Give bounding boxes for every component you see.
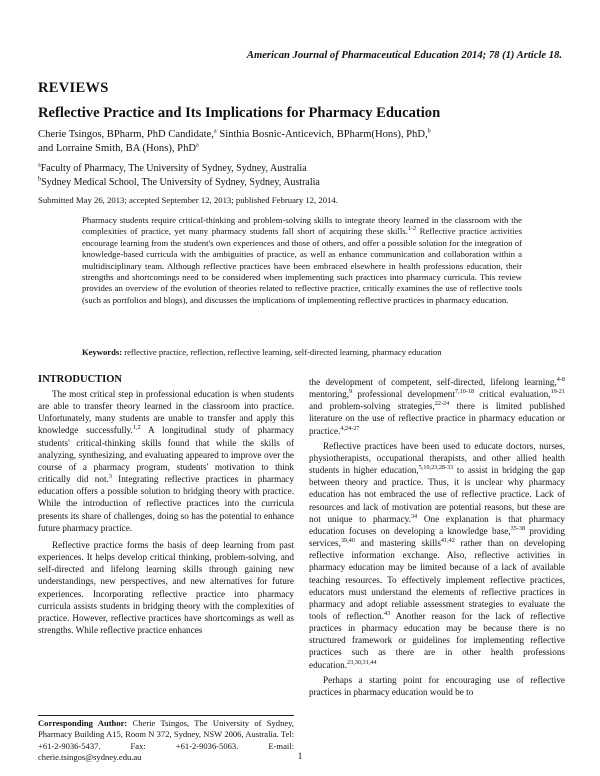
citation: 41,42 [440, 536, 455, 544]
abstract [82, 215, 522, 306]
footnote-text: Cherie Tsingos, The University of Sydney, Pharmacy Building A15, Room N 372, Sydney, NSW 2006, Australia. Tel: +61-2-9036-5437. Fax: +61-2-9036-5063. E-mail: cherie.tsingos@sydney.edu.au [38, 718, 294, 762]
abstract-text: Pharmacy students require critical-thinking and problem-solving skills to integrate theory learned in the classroom with the complexities of practice, yet many pharmacy students fall short of acquiring these skills. [82, 215, 522, 237]
author-list [38, 128, 563, 156]
author-sup: b [427, 127, 431, 135]
keywords-text: reflective practice, reflection, reflective learning, self-directed learning, pharmacy education [122, 347, 442, 357]
text: professional development [352, 389, 455, 400]
text: providing services, [309, 525, 565, 549]
text: Integrating reflective practices in pharmacy education offers a possible solution to bridging theory with practice. While the introduction of reflective practices into the curricula presents its share of challenges, doing so has the potential to enhance future pharmacy practice. [38, 474, 294, 533]
citation: 22-24 [434, 400, 450, 408]
text: One explanation is that pharmacy education focuses on developing a knowledge base, [309, 513, 565, 536]
text: there is limited published literature on the use of reflective practice in pharmacy education or practice. [309, 401, 565, 436]
author-bosnic: Sinthia Bosnic-Anticevich, BPharm(Hons), PhD, [216, 129, 428, 140]
citation: 35-38 [510, 524, 526, 532]
paragraph [38, 388, 294, 534]
text: The most critical step in professional education is when students are able to transfer theory learned in the classroom into practice. Unfortunately, many students are unable to transfer and apply this knowledge successfully. [38, 389, 294, 436]
right-column [309, 376, 565, 698]
text: A longitudinal study of pharmacy students' critical-thinking skills found that while the skills of analyzing, synthesizing, and evaluating appeared to improve over the course of a pharmacy program, students' motivation to think critically did not. [38, 425, 294, 485]
article-title: Reflective Practice and Its Implications for Pharmacy Education [38, 105, 441, 121]
keywords [82, 347, 522, 357]
citation: 4,24-27 [340, 424, 360, 432]
author-sup: a [196, 141, 199, 149]
section-label: REVIEWS [38, 80, 109, 96]
footnote-label: Corresponding Author: [38, 718, 128, 728]
citation: 9 [349, 388, 353, 396]
affiliation-text: Faculty of Pharmacy, The University of Sydney, Sydney, Australia [40, 163, 307, 174]
citation: 3 [108, 473, 112, 481]
citation: 23,30,31,44 [347, 658, 377, 666]
affiliation-text: Sydney Medical School, The University of Sydney, Sydney, Australia [41, 177, 320, 188]
paragraph [309, 376, 565, 437]
abstract-text: Reflective practice activities encourage learning from the student's own experiences and those of others, and offer a possible solution for the integration of knowledge-based curricula with the ambiguities of practice, as well as enhance communication and collaboration within a multidisciplinary team. Although reflective practices have been embraced elsewhere in health professions education, their strengths and shortcomings need to be considered when implementing such practices into pharmacy curricula. This review provides an overview of the evolution of theories related to reflective practice, critically examines the use of reflective tools (such as portfolios and blogs), and discusses the implications of implementing reflective practices in pharmacy education. [82, 226, 522, 305]
text: mentoring, [309, 389, 350, 400]
citation: 4-8 [556, 375, 565, 383]
text: and problem-solving strategies, [309, 401, 435, 412]
affiliation-b [38, 177, 320, 188]
keywords-label: Keywords: [82, 347, 123, 357]
submission-dates: Submitted May 26, 2013; accepted September 12, 2013; published February 12, 2014. [38, 195, 338, 205]
text: and mastering skills [354, 538, 441, 549]
text: Another reason for the lack of reflective practices in pharmacy education may be because there is no structured framework or guidelines for implementing reflective practices such as there are in other health professions education. [309, 610, 565, 670]
citation: 1-2 [407, 225, 417, 233]
citation: 43 [383, 609, 391, 617]
affiliation-sup: b [38, 175, 42, 183]
author-smith: and Lorraine Smith, BA (Hons), PhD [38, 143, 197, 154]
citation: 1,2 [132, 424, 141, 432]
left-column [38, 388, 294, 636]
text: critical evaluation, [474, 389, 551, 400]
affiliation-a [38, 163, 307, 174]
text: the development of competent, self-directed, lifelong learning, [309, 377, 557, 387]
journal-header: American Journal of Pharmaceutical Education 2014; 78 (1) Article 18. [246, 50, 562, 61]
text: to assist in bridging the gap between theory and practice. Thus, it is unclear why pharmacy education has not embraced the use of reflective practice. Lack of resources and lack of motivation are potential reasons, but these are not unique to pharmacy. [309, 465, 565, 524]
affiliation-sup: a [38, 161, 41, 169]
paragraph: Perhaps a starting point for encouraging use of reflective practices in pharmacy education would be to [309, 674, 565, 697]
citation: 39,40 [340, 536, 355, 544]
text: rather than on developing reflective information exchange. Also, reflective activities in pharmacy education may be limited because of a lack of available teaching resources. To effectively implement reflective practices, educators must understand the elements of reflective practices in pharmacy and adopt reliable assessment strategies to evaluate the tools of reflection. [309, 538, 565, 621]
paragraph [309, 440, 565, 671]
citation: 34 [410, 512, 418, 520]
introduction-heading: INTRODUCTION [38, 374, 123, 385]
author-sup: a [213, 127, 217, 135]
author-tsingos: Cherie Tsingos, BPharm, PhD Candidate, [38, 129, 214, 140]
paragraph: Reflective practice forms the basis of deep learning from past experiences. It helps develop critical thinking, problem-solving, and self-directed and lifelong learning skills through gaining new understandings, new perspectives, and new alternatives for future experiences. Incorporating reflective practice into pharmacy curricula assists students in bridging theory with the complexities of practice. However, reflective practices have shortcomings as well as strengths. While reflective practice enhances [38, 539, 294, 635]
footnote-divider [38, 715, 294, 716]
citation: 5,19,23,28-33 [418, 464, 454, 472]
page-number: 1 [297, 752, 303, 762]
citation: 7,10-18 [454, 388, 475, 396]
citation: 19-21 [550, 388, 565, 396]
text: Reflective practices have been used to educate doctors, nurses, physiotherapists, occupational therapists, and other allied health students in higher education, [309, 440, 565, 476]
